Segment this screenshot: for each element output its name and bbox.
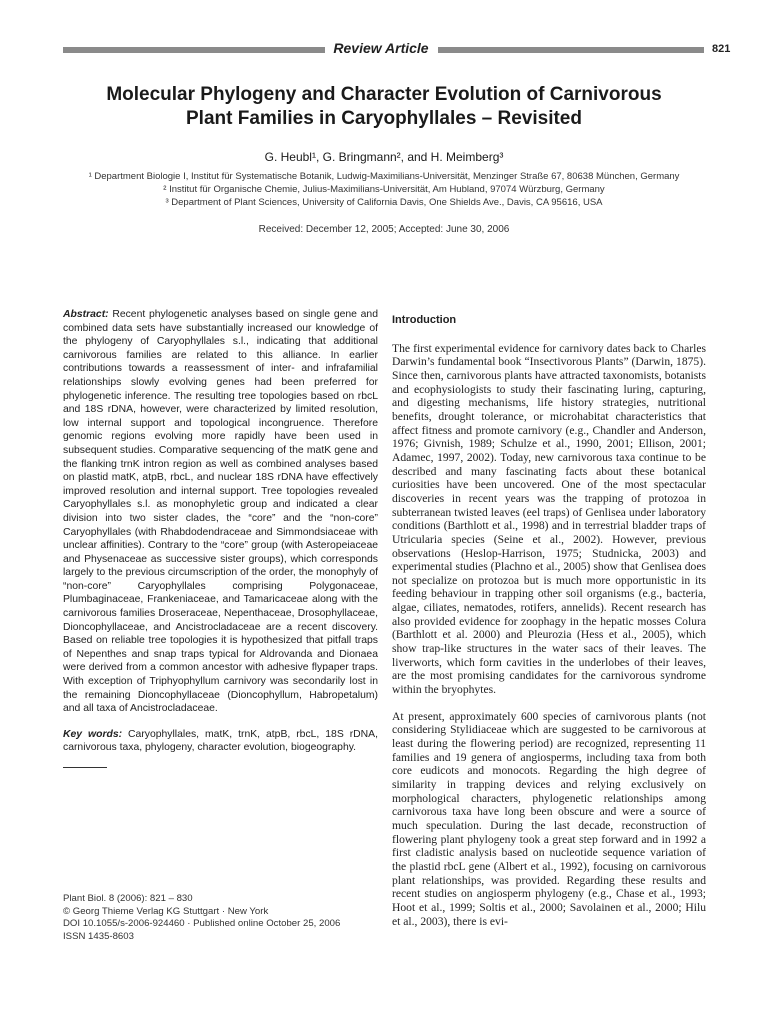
affiliation-2: ² Institut für Organische Chemie, Julius-Maximilians-Universität, Am Hubland, 97074 Würzburg, Germany (163, 184, 605, 195)
header-rule-left (63, 47, 325, 53)
keywords-text: Caryophyllales, matK, trnK, atpB, rbcL, 18S rDNA, carnivorous taxa, phylogeny, character evolution, biogeography. (63, 728, 378, 754)
affiliation-1: ¹ Department Biologie I, Institut für Systematische Botanik, Ludwig-Maximilians-Universität, Menzinger Straße 67, 80638 München, Germany (88, 171, 680, 182)
received-dates: Received: December 12, 2005; Accepted: June 30, 2006 (258, 224, 510, 235)
keywords-label: Key words: (63, 728, 123, 740)
keywords (63, 728, 378, 755)
introduction-column (392, 314, 706, 928)
citation-block (63, 893, 378, 943)
title-line-2: Plant Families in Caryophyllales – Revisited (186, 108, 582, 129)
article-title (60, 83, 708, 131)
citation-publisher: © Georg Thieme Verlag KG Stuttgart · New York (63, 905, 269, 917)
abstract-column (63, 308, 378, 768)
citation-issn: ISSN 1435-8603 (63, 930, 134, 942)
abstract-end-rule (63, 767, 107, 768)
citation-journal: Plant Biol. 8 (2006): 821 – 830 (63, 893, 193, 904)
header-rule-right (438, 47, 704, 53)
authors: G. Heubl¹, G. Bringmann², and H. Meimberg³ (264, 150, 504, 164)
introduction-paragraph-1: The first experimental evidence for carnivory dates back to Charles Darwin’s fundamental book “Insectivorous Plants” (Darwin, 1875). Since then, carnivorous plants have attracted taxonomists, botanists and ecophysiologists to study their fascinating luring, capturing, and digesting mechanisms, life history strategies, nutritional benefits, drought tolerance, or microhabitat characteristics that affect fitness and promote carnivory (e.g., Chandler and Anderson, 1976; Givnish, 1989; Schulze et al., 1990, 2001; Ellison, 2001; Adamec, 1997, 2002). Today, new carnivorous taxa continue to be described and many fascinating facts about these botanical curiosities have been uncovered. One of the most spectacular discoveries in recent years was the trapping of protozoa in subterranean twisted leaves (eel traps) of Genlisea under laboratory conditions (Barthlott et al., 1998) and in terrestrial bladder traps of Utricularia species (Seine et al., 2002). However, previous observations (Heslop-Harrison, 1975; Studnicka, 2003) and experimental studies (Plachno et al., 2005) show that Genlisea does not specialize on protozoa but is much more opportunistic in its feeding behaviour in trapping other soil organisms (e.g., bacteria, algae, ciliates, nematodes, rotifers, annelids). Recent research has also provided evidence for zoophagy in the hepatic mosses Colura (Barthlott et al. 2000) and Pleurozia (Hess et al., 2005), which show trap-like structures in the water sacs of their leaves. The liverworts, which form cavities in the underlobes of their leaves, are the most promising candidates for the carnivorous syndrome within the bryophytes. (392, 341, 706, 697)
abstract-label: Abstract: (63, 309, 109, 320)
title-line-1: Molecular Phylogeny and Character Evolution of Carnivorous (106, 84, 662, 105)
abstract (63, 308, 378, 716)
affiliation-3: ³ Department of Plant Sciences, University of California Davis, One Shields Ave., Davis, CA 95616, USA (165, 197, 603, 208)
page-number: 821 (712, 43, 731, 55)
introduction-heading: Introduction (392, 314, 457, 326)
abstract-text: Recent phylogenetic analyses based on single gene and combined data sets have substantially increased our knowledge of the phylogeny of Caryophyllales s.l., indicating that additional carnivorous families are related to this alliance. In earlier contributions towards a reassessment of inter- and infrafamilial relationships slowly evolving genes had been preferred for phylogenetic inference. The resulting tree topologies based on rbcL and 18S rDNA, however, were characterized by limited resolution, low internal support and topological incongruence. Therefore genomic regions evolving more rapidly have been used in subsequent studies. Comparative sequencing of the matK gene and the flanking trnK intron region as well as combined analyses based on plastid matK, atpB, rbcL, and nuclear 18S rDNA have effectively improved resolution and internal support. Tree topologies revealed Caryophyllales s.l. as monophyletic group and indicated a clear division into two sister clades, the “core” and the “non-core” Caryophyllales (with Rhabdodendraceae and Simmondsiaceae with unclear affinities). Contrary to the “core” group (with Asteropeiaceae and Physenaceae as successive sister groups), which corresponds largely to the previous circumscription of the order, the monophyly of “non-core” Caryophyllales comprising Polygonaceae, Plumbaginaceae, Frankeniaceae, and Tamaricaceae along with the carnivorous families Droseraceae, Nepenthaceae, Drosophyllaceae, Dioncophyllaceae, and Ancistrocladaceae are a recent discovery. Based on reliable tree topologies it is hypothesized that pitfall traps of Nepenthes and snap traps typical for Aldrovanda and Dionaea were derived from a common ancestor with adhesive flypaper traps. With exception of Triphyophyllum carnivory was secondarily lost in the remaining Dioncophyllaceae (Dioncophyllum, Habropetalum) and all taxa of Ancistrocladaceae. (63, 309, 378, 715)
citation-doi: DOI 10.1055/s-2006-924460 · Published online October 25, 2006 (63, 918, 341, 930)
section-label: Review Article (333, 40, 429, 56)
introduction-paragraph-2: At present, approximately 600 species of carnivorous plants (not considering Stylidiaceae which are suggested to be carnivorous at least during the flowering period) are recognized, representing 11 families and 19 genera of angiosperms, including taxa from both core eudicots and monocots. Regarding the high degree of similarity in trapping devices and relying exclusively on morphological characters, phylogenetic relationships among carnivorous taxa have long been obscure and were a source of much speculation. During the last decade, reconstruction of flowering plant phylogeny took a great step forward and in 1992 a first cladistic analysis based on nucleotide sequence variation of the plastid rbcL gene (Albert et al., 1992), focusing on carnivorous plant relationships, was provided. Regarding these results and recent studies on angiosperm phylogeny (e.g., Chase et al., 1993; Hoot et al., 1999; Soltis et al., 2000; Savolainen et al., 2000; Hilu et al., 2003), there is evi- (392, 709, 706, 928)
